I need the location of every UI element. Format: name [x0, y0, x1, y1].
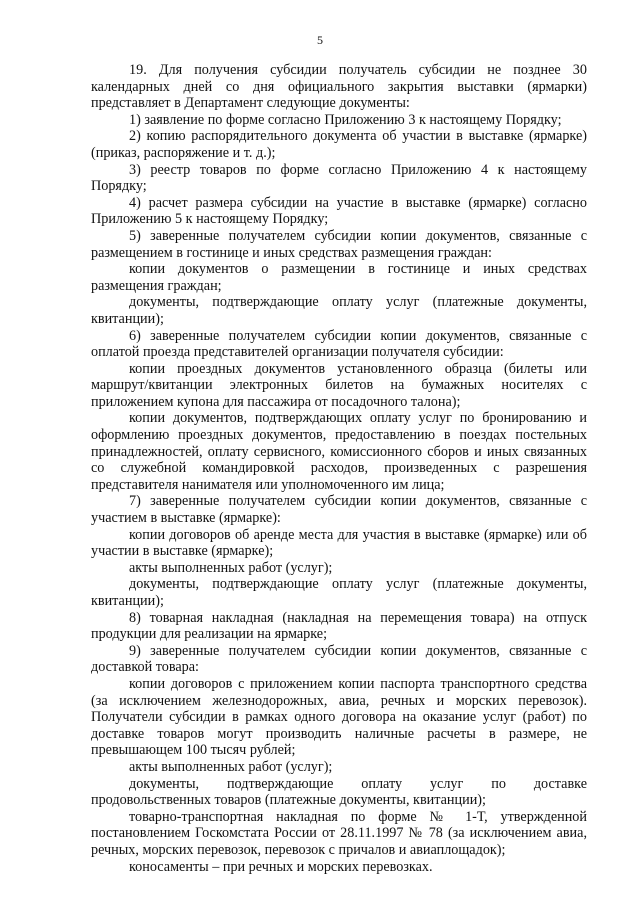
sub-item-7-lease: копии договоров об аренде места для участия в выставке (ярмарке) или об участии в выставке (ярмарке);	[91, 526, 587, 560]
sub-item-7-acts: акты выполненных работ (услуг);	[129, 559, 333, 576]
sub-item-7-payment: документы, подтверждающие оплату услуг (платежные документы, квитанции);	[91, 576, 587, 609]
document-body	[91, 62, 587, 875]
list-item-1: 1) заявление по форме согласно Приложению 3 к настоящему Порядку;	[129, 111, 562, 128]
list-item-2: 2) копию распорядительного документа об участии в выставке (ярмарке) (приказ, распоряжение и т. д.);	[91, 128, 587, 161]
list-item-8: 8) товарная накладная (накладная на перемещения товара) на отпуск продукции для реализации на ярмарке;	[91, 609, 587, 643]
list-item-6: 6) заверенные получателем субсидии копии документов, связанные с оплатой проезда представителей организации получателя субсидии:	[91, 327, 587, 361]
list-item-3: 3) реестр товаров по форме согласно Приложению 4 к настоящему Порядку;	[91, 161, 587, 195]
sub-item-5-payment: документы, подтверждающие оплату услуг (платежные документы, квитанции);	[91, 294, 587, 327]
sub-item-9-contracts: копии договоров с приложением копии паспорта транспортного средства (за исключением железнодорожных, авиа, речных и морских перевозок). Получатели субсидии в рамках одного договора на оказание услуг (работ) по доставке товаров могут производить наличные расчеты в размере, не превышающем 100 тысяч рублей;	[91, 675, 587, 759]
sub-item-9-waybill: товарно-транспортная накладная по форме № 1-Т, утвержденной постановлением Госкомстата России от 28.11.1997 № 78 (за исключением авиа, речных, морских перевозок, перевозок с причалов и авиаплощадок);	[91, 808, 587, 858]
list-item-5: 5) заверенные получателем субсидии копии документов, связанные с размещением в гостинице и иных средствах размещения граждан:	[91, 227, 587, 261]
list-item-7: 7) заверенные получателем субсидии копии документов, связанные с участием в выставке (ярмарке):	[91, 493, 587, 527]
sub-item-5-accommodation: копии документов о размещении в гостинице и иных средствах размещения граждан;	[91, 261, 587, 294]
page-number: 5	[317, 33, 323, 47]
list-item-9: 9) заверенные получателем субсидии копии документов, связанные с доставкой товара:	[91, 642, 587, 676]
paragraph-19-intro: 19. Для получения субсидии получатель субсидии не позднее 30 календарных дней со дня официального закрытия выставки (ярмарки) представляет в Департамент следующие документы:	[91, 62, 587, 112]
sub-item-6-booking: копии документов, подтверждающих оплату услуг по бронированию и оформлению проездных документов, предоставлению в поездах постельных принадлежностей, оплату сервисного, комиссионного сборов и иных связанных со служебной командировкой расходов, произведенных с разрешения представителя нанимателя или уполномоченного им лица;	[91, 410, 587, 493]
sub-item-9-payment: документы, подтверждающие оплату услуг по доставке продовольственных товаров (платежные документы, квитанции);	[91, 775, 587, 809]
sub-item-9-bills-of-lading: коносаменты – при речных и морских перевозках.	[129, 858, 433, 875]
sub-item-9-acts: акты выполненных работ (услуг);	[129, 758, 333, 775]
list-item-4: 4) расчет размера субсидии на участие в выставке (ярмарке) согласно Приложению 5 к настоящему Порядку;	[91, 194, 587, 228]
sub-item-6-tickets: копии проездных документов установленного образца (билеты или маршрут/квитанции электронных билетов на бумажных носителях с приложением купона для пассажира от посадочного талона);	[91, 360, 587, 410]
